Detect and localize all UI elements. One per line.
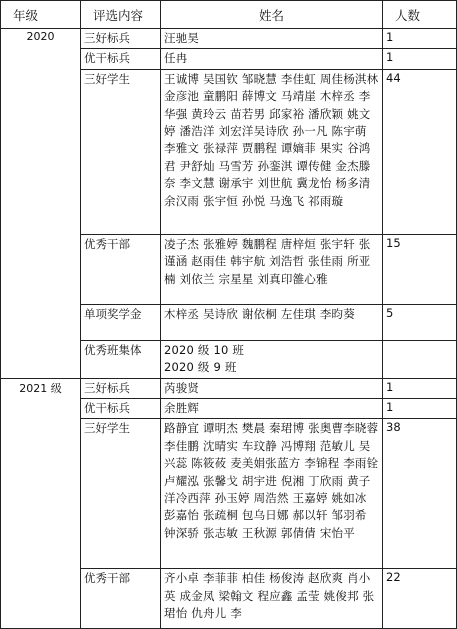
count-cell: 44 <box>383 69 457 234</box>
award-type-cell: 优干标兵 <box>81 399 161 419</box>
count-cell <box>383 340 457 378</box>
names-cell: 齐小卓 李菲菲 柏佳 杨俊涛 赵欣爽 肖小英 成金凤 梁翰文 程应鑫 孟莹 姚俊邦 张珺怡 仇舟儿 李 <box>161 569 383 629</box>
names-cell: 木梓丞 吴诗欣 谢依桐 左佳琪 李昀葵 <box>161 304 383 340</box>
count-cell: 1 <box>383 378 457 398</box>
names-cell: 余胜辉 <box>161 399 383 419</box>
names-cell: 王诚博 吴国钦 邹晓慧 李佳虹 周佳杨淇林 金彦池 童鹏阳 薛博文 马靖崖 木梓丞 李华强 黄玲云 苗若男 邱家裕 潘欣颖 姚文婷 潘浩洋 刘宏洋吴诗欣 孙一凡 陈宇萌 李雅文 张禄萍 贾鹏程 谭嫡菲 果实 谷鸿君 尹舒灿 马雪芳 孙銮淇 谭传健 金杰滕奈 李文慧 谢承宇 刘世航 冀龙怡 杨多清 余汉雨 张宇恒 孙悦 马逸飞 祁雨璇 <box>161 69 383 234</box>
count-cell: 1 <box>383 29 457 49</box>
award-type-cell: 三好标兵 <box>81 29 161 49</box>
award-type-cell: 优秀干部 <box>81 234 161 304</box>
names-cell: 凌子杰 张雅婷 魏鹏程 唐梓烜 张宇轩 张谨涵 赵雨佳 韩宇航 刘浩哲 张佳雨 所亚楠 刘依兰 宗星星 刘真印雒心雅 <box>161 234 383 304</box>
header-grade: 年级 <box>1 1 81 29</box>
award-type-cell: 优秀干部 <box>81 569 161 629</box>
table-row <box>1 378 457 398</box>
names-cell: 路静宜 谭明杰 樊晨 秦珺博 张奥曹李晓蓉 李佳鹏 沈晴实 车玟静 冯博翔 范敏儿 吴兴蕊 陈筱莜 麦美娟张蓝方 李锦程 李雨铨 卢耀泓 张馨戈 胡宇进 倪湘 丁欣雨 黄子洋冷西萍 孙玉婷 周浩然 王嘉婷 姚如冰 彭嘉怡 张疏桐 包乌日娜 郝以轩 邹羽希 钟深骄 张志敏 王秋源 郭倩倩 宋怡平 <box>161 419 383 569</box>
table-row <box>1 29 457 49</box>
names-cell: 汪驰昊 <box>161 29 383 49</box>
names-cell: 任冉 <box>161 49 383 69</box>
award-type-cell: 优干标兵 <box>81 49 161 69</box>
table-header-row <box>1 1 457 29</box>
award-type-cell: 单项奖学金 <box>81 304 161 340</box>
names-cell: 芮骏贤 <box>161 378 383 398</box>
award-type-cell: 三好学生 <box>81 69 161 234</box>
header-count: 人数 <box>383 1 457 29</box>
count-cell: 1 <box>383 49 457 69</box>
grade-cell: 2021 级 <box>1 378 81 629</box>
count-cell: 38 <box>383 419 457 569</box>
class-entry: 2020 级 9 班 <box>164 360 237 375</box>
count-cell: 1 <box>383 399 457 419</box>
class-entry: 2020 级 10 班 <box>164 342 245 357</box>
grade-cell: 2020 <box>1 29 81 379</box>
award-type-cell: 三好标兵 <box>81 378 161 398</box>
award-type-cell: 三好学生 <box>81 419 161 569</box>
count-cell: 5 <box>383 304 457 340</box>
count-cell: 15 <box>383 234 457 304</box>
names-cell <box>161 340 383 378</box>
count-cell: 22 <box>383 569 457 629</box>
award-type-cell: 优秀班集体 <box>81 340 161 378</box>
header-award-type: 评选内容 <box>81 1 161 29</box>
header-names: 姓名 <box>161 1 383 29</box>
